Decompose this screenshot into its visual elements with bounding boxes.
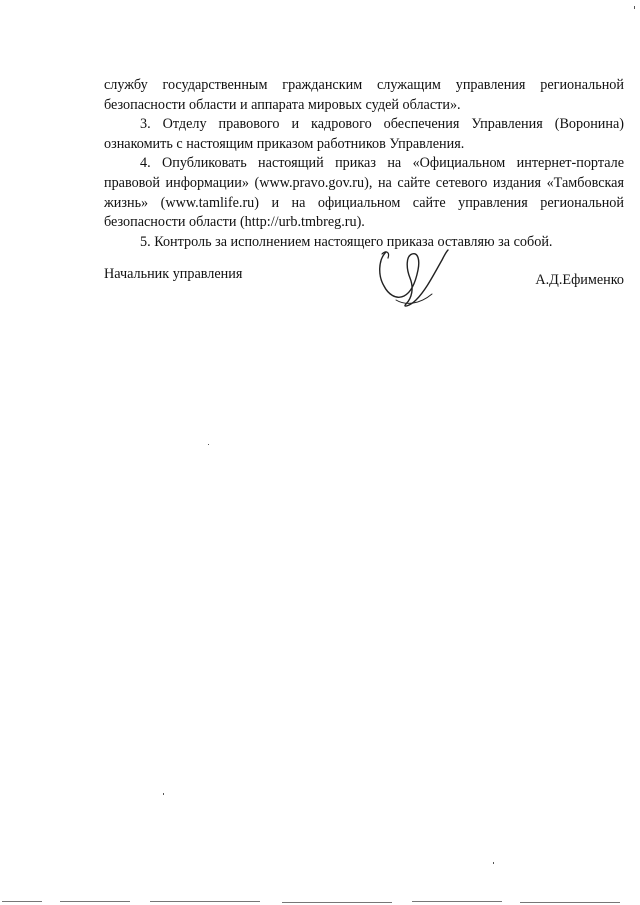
scan-speck [208, 444, 209, 445]
scan-edge-line [412, 901, 502, 902]
paragraph-continuation: службу государственным гражданским служащим управления региональной безопасности области и аппарата мировых судей области». [104, 77, 624, 113]
signature-block [104, 262, 624, 312]
scan-edge-line [2, 901, 42, 902]
paragraph-5: 5. Контроль за исполнением настоящего приказа оставляю за собой. [140, 233, 553, 250]
scan-edge-line [150, 901, 260, 902]
scan-edge-line [520, 902, 620, 903]
paragraph-4: 4. Опубликовать настоящий приказ на «Официальном интернет-портале правовой информации» (www.pravo.gov.ru), на сайте сетевого издания «Тамбовская жизнь» (www.tamlife.ru) и на официальном сайте управления региональной безопасности области (http://urb.tmbreg.ru). [104, 155, 624, 231]
handwritten-signature [372, 246, 452, 310]
paragraph-3: 3. Отделу правового и кадрового обеспечения Управления (Воронина) ознакомить с настоящим приказом работников Управления. [104, 116, 624, 152]
scan-edge-line [282, 902, 392, 903]
scan-speck [634, 6, 635, 9]
document-body [104, 76, 624, 252]
scan-speck [163, 793, 164, 795]
signer-position: Начальник управления [104, 266, 243, 282]
scan-edge-line [60, 901, 130, 902]
signer-name: А.Д.Ефименко [535, 272, 624, 288]
scan-speck [493, 862, 494, 864]
